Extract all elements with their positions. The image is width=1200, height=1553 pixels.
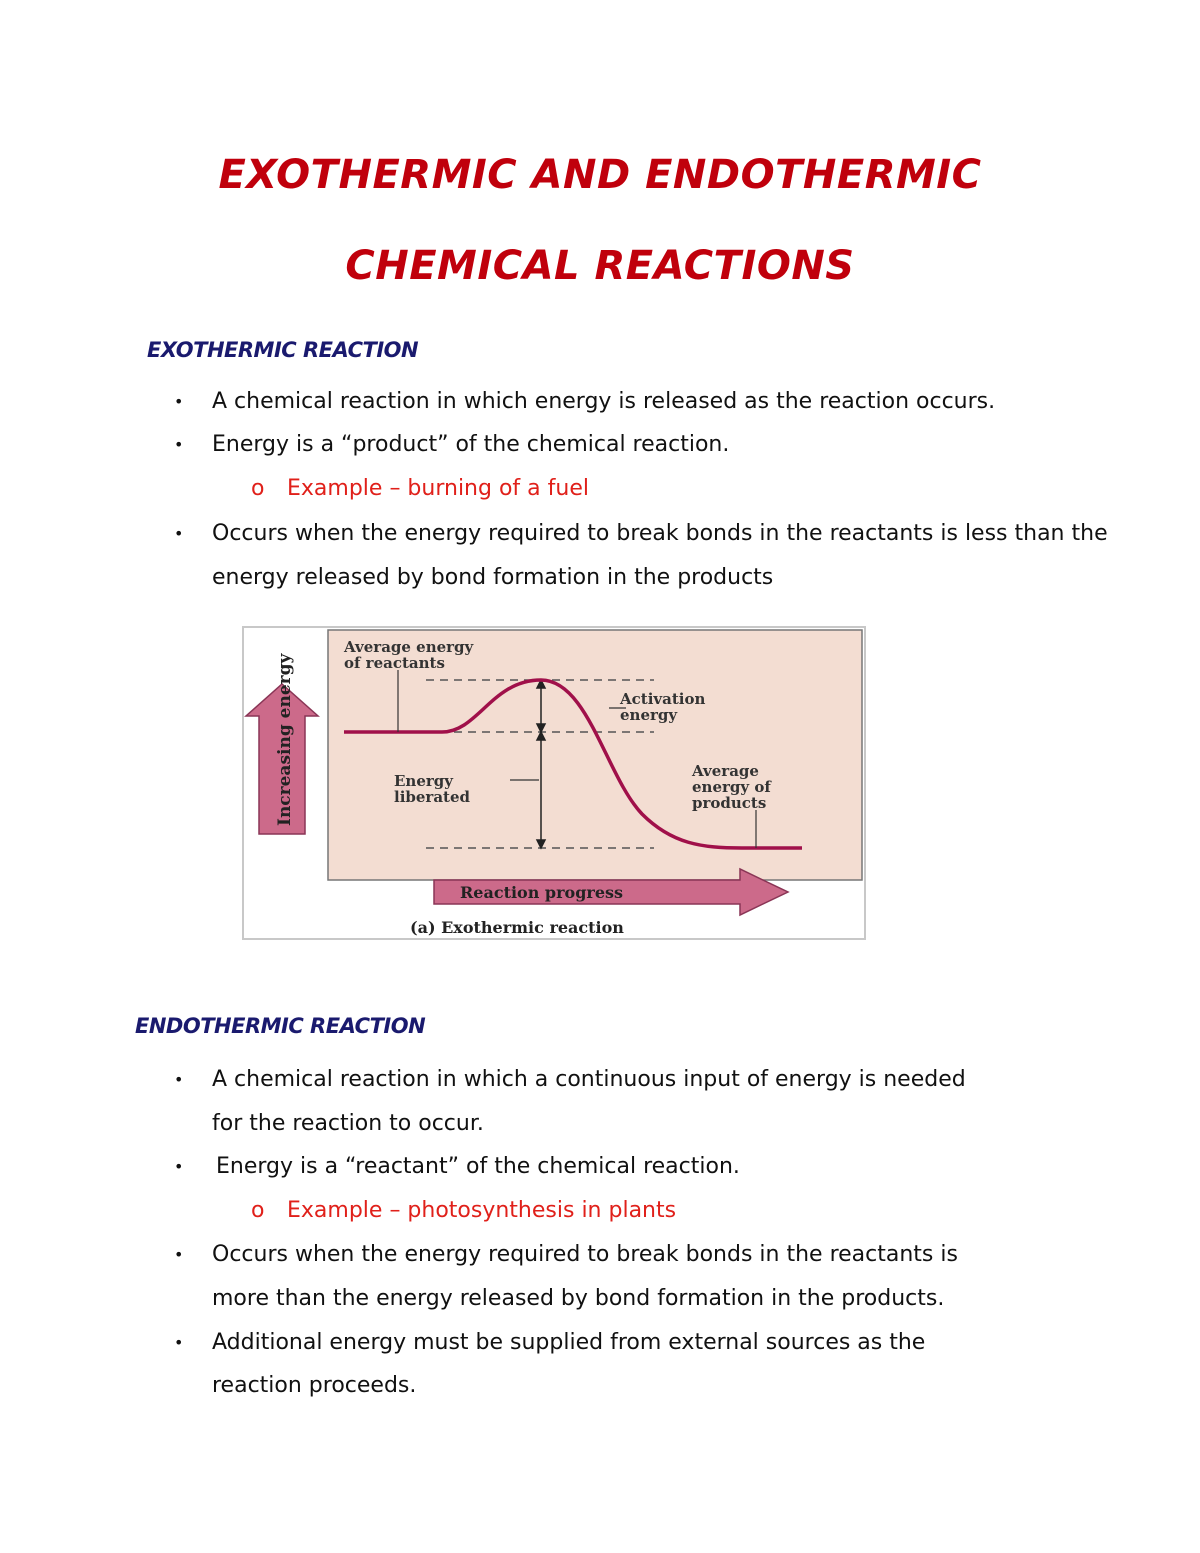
exothermic-bullet-3	[174, 512, 1108, 556]
exothermic-bullet-1	[174, 380, 996, 424]
bullet-text: more than the energy released by bond formation in the products.	[212, 1286, 945, 1311]
energy-diagram	[242, 626, 866, 940]
endothermic-bullet-3	[174, 1233, 958, 1277]
products-label-line-2: energy of	[692, 778, 771, 796]
bullet-marker: •	[174, 392, 184, 411]
figure-caption: (a) Exothermic reaction	[410, 918, 624, 937]
bullet-marker: •	[174, 1245, 184, 1264]
endothermic-bullet-1	[174, 1058, 966, 1102]
sub-bullet-marker: o	[251, 476, 265, 501]
bullet-marker: •	[174, 435, 184, 454]
bullet-marker: •	[174, 1157, 184, 1176]
bullet-text: Additional energy must be supplied from external sources as the	[212, 1330, 926, 1355]
bullet-marker: •	[174, 1333, 184, 1352]
bullet-text: energy released by bond formation in the products	[212, 565, 774, 590]
endothermic-bullet-2	[174, 1145, 740, 1189]
bullet-text: Energy is a “reactant” of the chemical reaction.	[216, 1154, 740, 1179]
liberated-label-line-2: liberated	[394, 788, 471, 806]
products-label-line-1: Average	[692, 762, 759, 780]
endothermic-example	[251, 1189, 677, 1233]
liberated-label-line-1: Energy	[394, 772, 453, 790]
bullet-text: Energy is a “product” of the chemical reaction.	[212, 432, 730, 457]
example-text: Example – photosynthesis in plants	[287, 1198, 677, 1223]
products-label-line-3: products	[692, 794, 767, 812]
endothermic-bullet-4	[174, 1321, 926, 1365]
sub-bullet-marker: o	[251, 1198, 265, 1223]
endothermic-bullet-3-continued	[212, 1277, 944, 1321]
endothermic-bullet-4-continued	[212, 1364, 416, 1408]
document-title-line-2: CHEMICAL REACTIONS	[345, 243, 855, 289]
reactants-label-line-1: Average energy	[344, 638, 474, 656]
bullet-text: A chemical reaction in which a continuous input of energy is needed	[212, 1067, 966, 1092]
bullet-text: Occurs when the energy required to break bonds in the reactants is less than the	[212, 521, 1108, 546]
x-axis-arrow-label: Reaction progress	[460, 883, 624, 902]
exothermic-bullet-2	[174, 423, 730, 467]
bullet-marker: •	[174, 1070, 184, 1089]
document-title-line-1: EXOTHERMIC AND ENDOTHERMIC	[218, 152, 982, 198]
bullet-text: Occurs when the energy required to break bonds in the reactants is	[212, 1242, 958, 1267]
exothermic-bullet-3-continued	[212, 556, 773, 600]
endothermic-bullet-1-continued	[212, 1102, 484, 1146]
activation-label-line-1: Activation	[620, 690, 706, 708]
energy-diagram-figure	[242, 626, 866, 940]
y-axis-arrow-label: Increasing energy	[275, 653, 295, 826]
exothermic-example	[251, 467, 589, 511]
endothermic-heading: ENDOTHERMIC REACTION	[135, 1014, 426, 1038]
reactants-label-line-2: of reactants	[344, 654, 445, 672]
activation-label-line-2: energy	[620, 706, 678, 724]
bullet-text: reaction proceeds.	[212, 1373, 417, 1398]
bullet-text: A chemical reaction in which energy is released as the reaction occurs.	[212, 389, 996, 414]
example-text: Example – burning of a fuel	[287, 476, 589, 501]
bullet-text: for the reaction to occur.	[212, 1111, 484, 1136]
exothermic-heading: EXOTHERMIC REACTION	[147, 338, 419, 362]
bullet-marker: •	[174, 524, 184, 543]
